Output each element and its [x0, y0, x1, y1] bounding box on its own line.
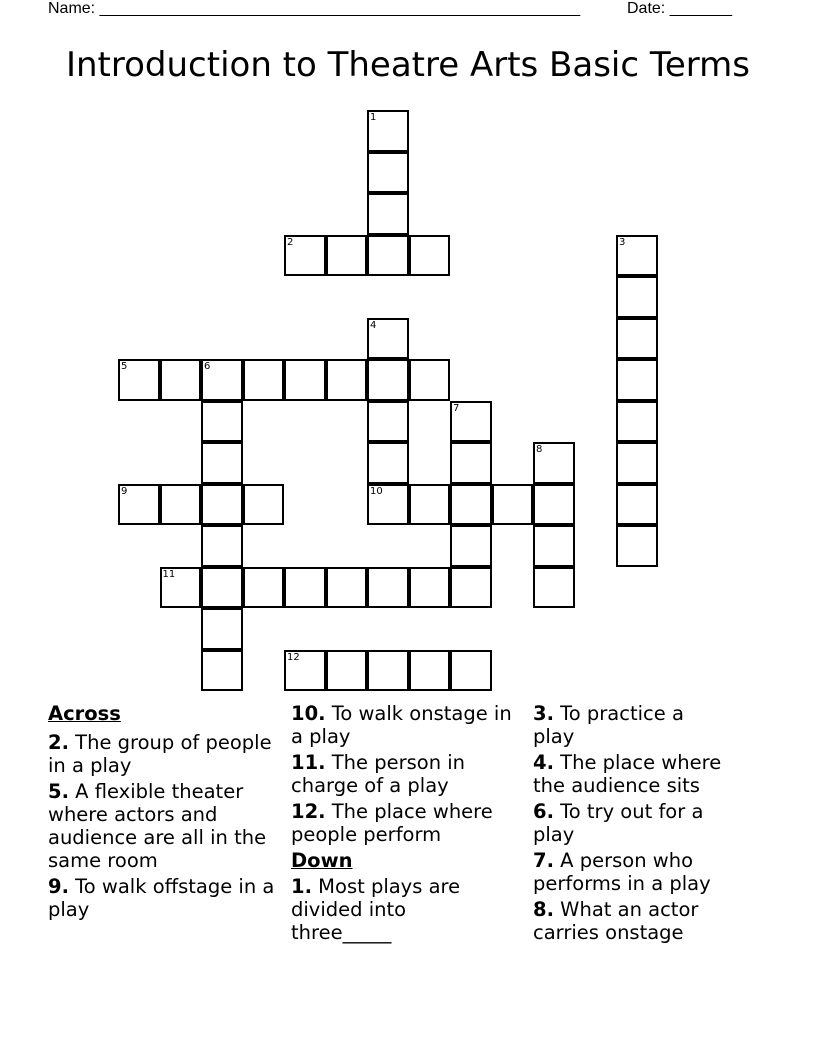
grid-cell[interactable]	[326, 650, 368, 692]
clue-text: To walk onstage in a play	[291, 702, 512, 748]
grid-cell[interactable]	[284, 235, 326, 277]
grid-cell[interactable]	[450, 442, 492, 484]
clue-across-9	[48, 875, 278, 921]
grid-cell[interactable]	[118, 484, 160, 526]
clues-column-3	[533, 702, 748, 947]
grid-cell[interactable]	[616, 276, 658, 318]
grid-cell[interactable]	[409, 484, 451, 526]
grid-cell[interactable]	[616, 401, 658, 443]
cell-number: 9	[121, 485, 128, 497]
cell-number: 3	[619, 236, 626, 248]
clues-column-2	[291, 702, 516, 947]
grid-cell[interactable]	[450, 567, 492, 609]
grid-cell[interactable]	[284, 359, 326, 401]
grid-cell[interactable]	[367, 110, 409, 152]
page-title: Introduction to Theatre Arts Basic Terms	[65, 45, 751, 85]
clue-text: To try out for a play	[533, 800, 704, 846]
grid-cell[interactable]	[450, 484, 492, 526]
grid-cell[interactable]	[201, 525, 243, 567]
grid-cell[interactable]	[118, 359, 160, 401]
grid-cell[interactable]	[533, 525, 575, 567]
clue-down-3	[533, 702, 723, 748]
grid-cell[interactable]	[160, 359, 202, 401]
clue-number: 5.	[48, 780, 69, 803]
grid-cell[interactable]	[367, 567, 409, 609]
grid-cell[interactable]	[533, 567, 575, 609]
grid-cell[interactable]	[284, 567, 326, 609]
cell-number: 8	[536, 444, 543, 455]
down-heading: Down	[291, 849, 353, 872]
grid-cell[interactable]	[616, 235, 658, 277]
grid-cell[interactable]	[326, 359, 368, 401]
clue-number: 1.	[291, 875, 312, 898]
grid-cell[interactable]	[367, 318, 409, 360]
grid-cell[interactable]	[284, 650, 326, 692]
clue-text: To walk offstage in a play	[48, 875, 275, 921]
grid-cell[interactable]	[243, 359, 285, 401]
grid-cell[interactable]	[533, 484, 575, 526]
clue-number: 4.	[533, 751, 554, 774]
clue-number: 6.	[533, 800, 554, 823]
grid-cell[interactable]	[243, 484, 285, 526]
cell-number: 12	[287, 651, 300, 663]
grid-cell[interactable]	[450, 401, 492, 443]
clue-text: A flexible theater where actors and audience are all in the same room	[48, 780, 267, 872]
clue-text: To practice a play	[533, 702, 684, 748]
clue-number: 9.	[48, 875, 69, 898]
cell-number: 6	[204, 361, 211, 372]
grid-cell[interactable]	[243, 567, 285, 609]
clue-number: 2.	[48, 731, 69, 754]
grid-cell[interactable]	[160, 567, 202, 609]
grid-cell[interactable]	[201, 567, 243, 609]
grid-cell[interactable]	[367, 650, 409, 692]
cell-number: 11	[162, 568, 176, 580]
clue-text: The place where people perform	[291, 800, 493, 846]
grid-cell[interactable]	[201, 442, 243, 484]
grid-cell[interactable]	[367, 401, 409, 443]
clue-text: The place where the audience sits	[533, 751, 722, 797]
grid-cell[interactable]	[201, 359, 243, 401]
clue-down-6	[533, 800, 748, 846]
grid-cell[interactable]	[367, 235, 409, 277]
clue-down-8	[533, 898, 748, 944]
grid-cell[interactable]	[367, 359, 409, 401]
cell-number: 1	[370, 112, 377, 123]
grid-cell[interactable]	[160, 484, 202, 526]
clue-text: The group of people in a play	[48, 731, 272, 777]
grid-cell[interactable]	[201, 650, 243, 692]
clues-column-1	[48, 702, 278, 924]
grid-cell[interactable]	[367, 152, 409, 194]
grid-cell[interactable]	[450, 525, 492, 567]
cell-number: 10	[370, 485, 383, 497]
clue-number: 12.	[291, 800, 326, 823]
clue-text: The person in charge of a play	[291, 751, 466, 797]
grid-cell[interactable]	[367, 193, 409, 235]
clue-across-11	[291, 751, 516, 797]
clue-text: A person who performs in a play	[533, 849, 711, 895]
cell-number: 4	[370, 319, 377, 331]
clue-down-4	[533, 751, 748, 797]
clue-number: 8.	[533, 898, 554, 921]
grid-cell[interactable]	[201, 608, 243, 650]
date-field-label: Date: _______	[627, 0, 732, 17]
clue-text: Most plays are divided into three_____	[291, 875, 461, 944]
grid-cell[interactable]	[450, 650, 492, 692]
grid-cell[interactable]	[492, 484, 534, 526]
clue-across-12	[291, 800, 516, 846]
grid-cell[interactable]	[533, 442, 575, 484]
clue-across-5	[48, 780, 278, 872]
grid-cell[interactable]	[367, 442, 409, 484]
grid-cell[interactable]	[616, 442, 658, 484]
clue-number: 11.	[291, 751, 326, 774]
grid-cell[interactable]	[409, 567, 451, 609]
across-heading: Across	[48, 702, 121, 725]
clue-number: 10.	[291, 702, 326, 725]
clue-down-7	[533, 849, 748, 895]
clue-number: 7.	[533, 849, 554, 872]
grid-cell[interactable]	[409, 359, 451, 401]
clue-number: 3.	[533, 702, 554, 725]
clue-text: What an actor carries onstage	[533, 898, 699, 944]
grid-cell[interactable]	[326, 235, 368, 277]
name-field-label: Name: ______________________________________________________	[48, 0, 581, 17]
grid-cell[interactable]	[326, 567, 368, 609]
grid-cell[interactable]	[616, 359, 658, 401]
clue-across-10	[291, 702, 516, 748]
grid-cell[interactable]	[201, 401, 243, 443]
grid-cell[interactable]	[616, 525, 658, 567]
grid-cell[interactable]	[616, 318, 658, 360]
grid-cell[interactable]	[409, 235, 451, 277]
grid-cell[interactable]	[409, 650, 451, 692]
clue-down-1	[291, 875, 486, 944]
grid-cell[interactable]	[367, 484, 409, 526]
cell-number: 2	[287, 236, 294, 248]
cell-number: 5	[121, 361, 128, 372]
cell-number: 7	[453, 402, 460, 414]
grid-cell[interactable]	[201, 484, 243, 526]
grid-cell[interactable]	[616, 484, 658, 526]
clue-across-2	[48, 731, 278, 777]
